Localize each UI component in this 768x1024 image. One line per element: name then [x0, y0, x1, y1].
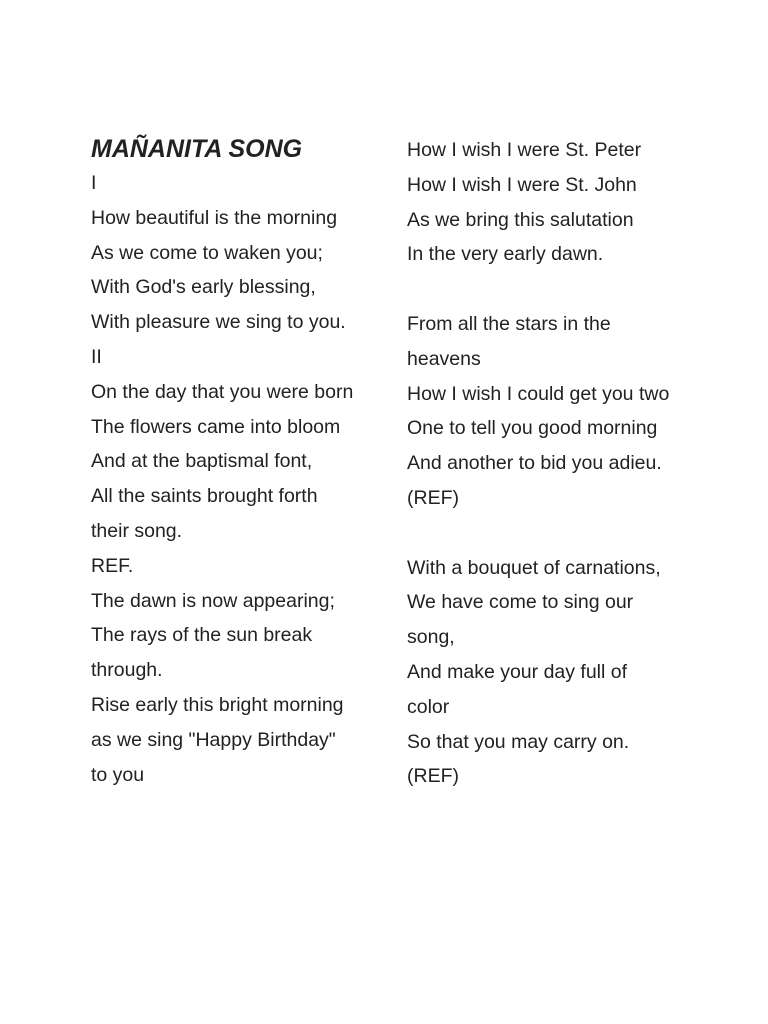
lyric-line: With a bouquet of carnations,: [407, 556, 661, 579]
lyric-line: as we sing "Happy Birthday": [91, 728, 336, 751]
lyric-line: With God's early blessing,: [91, 276, 316, 299]
lyric-line: through.: [91, 659, 163, 682]
lyric-line: And another to bid you adieu.: [407, 452, 662, 475]
lyric-line: On the day that you were born: [91, 380, 354, 403]
song-title: MAÑANITA SONG: [91, 135, 303, 163]
lyric-line: (REF): [407, 765, 459, 788]
lyric-line: their song.: [91, 519, 183, 542]
lyric-line: heavens: [407, 347, 481, 370]
lyric-line: One to tell you good morning: [407, 417, 658, 440]
blank-line: [407, 516, 727, 551]
lyric-line: song,: [407, 626, 455, 649]
lyric-line: How beautiful is the morning: [91, 206, 338, 229]
lyric-line: How I wish I could get you two: [407, 382, 670, 405]
lyric-line: The flowers came into bloom: [91, 415, 341, 438]
lyric-line: Rise early this bright morning: [91, 693, 344, 716]
lyric-line: So that you may carry on.: [407, 730, 630, 753]
lyric-line: And make your day full of: [407, 660, 628, 683]
lyric-line: color: [407, 695, 450, 718]
lyric-line: The rays of the sun break: [91, 624, 313, 647]
left-column: [91, 132, 391, 792]
lyric-line: How I wish I were St. John: [407, 173, 637, 196]
lyric-line: And at the baptismal font,: [91, 450, 313, 473]
lyric-line: With pleasure we sing to you.: [91, 311, 346, 334]
lyric-line: As we come to waken you;: [91, 241, 323, 264]
lyric-line: II: [91, 345, 102, 368]
lyric-line: to you: [91, 763, 145, 786]
lyric-line: In the very early dawn.: [407, 243, 604, 266]
lyric-line: The dawn is now appearing;: [91, 589, 335, 612]
lyric-line: REF.: [91, 554, 134, 577]
lyric-line: All the saints brought forth: [91, 485, 318, 508]
blank-line: [407, 272, 727, 307]
right-column: [407, 132, 727, 794]
lyric-line: I: [91, 172, 97, 194]
lyric-line: As we bring this salutation: [407, 208, 634, 231]
lyric-line: We have come to sing our: [407, 591, 634, 614]
lyric-line: From all the stars in the: [407, 312, 611, 335]
lyric-line: (REF): [407, 486, 459, 509]
lyric-line: How I wish I were St. Peter: [407, 139, 642, 161]
